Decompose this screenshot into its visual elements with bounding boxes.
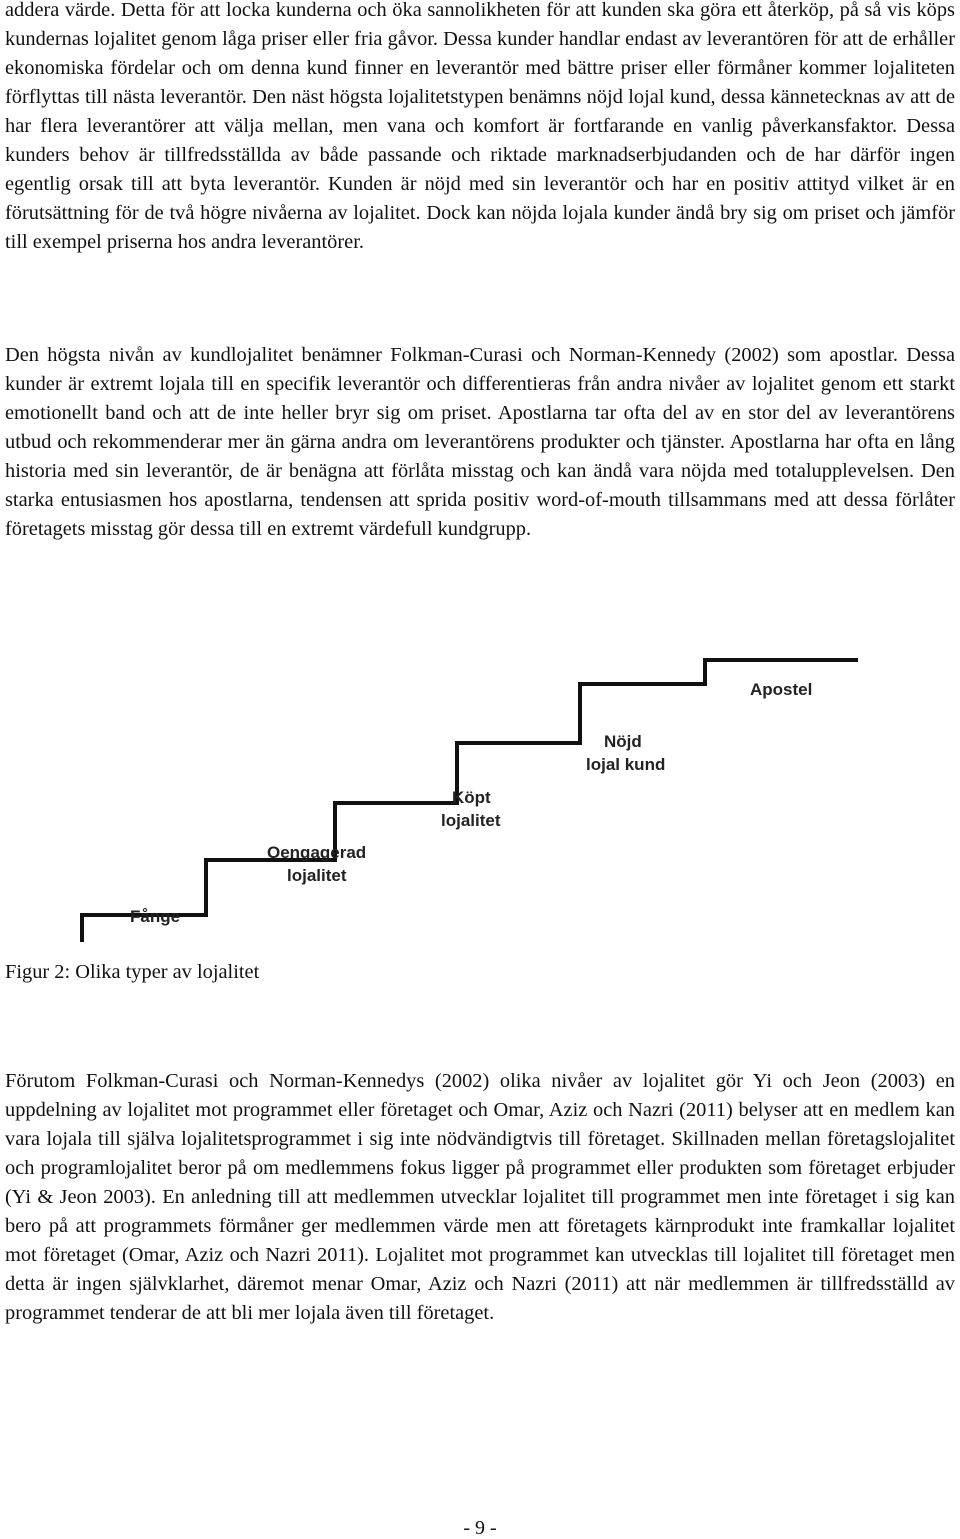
step-label-kopt: Köpt bbox=[452, 788, 491, 807]
step-label-oengagerad-2: lojalitet bbox=[287, 866, 347, 885]
step-label-fange: Fånge bbox=[130, 907, 181, 926]
body-paragraph-2: Den högsta nivån av kundlojalitet benämner Folkman-Curasi och Norman-Kennedy (2002) som apostlar. Dessa kunder är extremt lojala till en specifik leverantör och differentieras från andra nivåer av lojalitet genom ett starkt emotionellt band och att de inte heller bryr sig om priset. Apostlarna tar ofta del av en stor del av leverantörens utbud och rekommenderar mer än gärna andra om leverantörens produkter och tjänster. Apostlarna har ofta en lång historia med sin leverantör, de är benägna att förlåta misstag och kan ändå vara nöjda med totalupplevelsen. Den starka entusiasmen hos apostlarna, tendensen att sprida positiv word-of-mouth tillsammans med att dessa förlåter företagets misstag gör dessa till en extremt värdefull kundgrupp. bbox=[5, 344, 955, 540]
figure-caption: Figur 2: Olika typer av lojalitet bbox=[5, 961, 260, 983]
step-label-oengagerad: Oengagerad bbox=[267, 843, 367, 862]
body-paragraph-1: addera värde. Detta för att locka kunderna och öka sannolikheten för att kunden ska göra ett återköp, på så vis köps kundernas lojalitet genom låga priser eller fria gåvor. Dessa kunder handlar endast av leverantören för att de erhåller ekonomiska fördelar och om denna kund finner en leverantör med bättre priser eller förmåner kommer lojaliteten förflyttas till nästa leverantör. Den näst högsta lojalitetstypen benämns nöjd lojal kund, dessa kännetecknas av att de har flera leverantörer att välja mellan, men vana och komfort är fortfarande en vanlig påverkansfaktor. Dessa kunders behov är tillfredsställda av både passande och riktade marknadserbjudanden och de har därför ingen egentlig orsak till att byta leverantör. Kunden är nöjd med sin leverantör och har en positiv attityd vilket är en förutsättning för de två högre nivåerna av lojalitet. Dock kan nöjda lojala kunder ändå bry sig om priset och jämför till exempel priserna hos andra leverantörer. bbox=[5, 0, 955, 253]
body-paragraph-3: Förutom Folkman-Curasi och Norman-Kennedys (2002) olika nivåer av lojalitet gör Yi och Jeon (2003) en uppdelning av lojalitet mot programmet eller företaget och Omar, Aziz och Nazri (2011) belyser att en medlem kan vara lojala till själva lojalitetsprogrammet i sig inte nödvändigtvis till företaget. Skillnaden mellan företagslojalitet och programlojalitet beror på om medlemmens fokus ligger på programmet eller produkten som företaget erbjuder (Yi & Jeon 2003). En anledning till att medlemmen utvecklar lojalitet till programmet men inte företaget i sig kan bero på att programmets förmåner ger medlemmen värde men att företagets kärnprodukt inte framkallar lojalitet mot företaget (Omar, Aziz och Nazri 2011). Lojalitet mot programmet kan utvecklas till lojalitet till företaget men detta är ingen självklarhet, däremot menar Omar, Aziz och Nazri (2011) att när medlemmen är tillfredsställd av programmet tenderar de att bli mer lojala även till företaget. bbox=[5, 1070, 955, 1324]
page-number: - 9 - bbox=[463, 1517, 497, 1539]
step-label-apostel: Apostel bbox=[750, 680, 813, 699]
step-label-nojd-2: lojal kund bbox=[586, 755, 666, 774]
loyalty-staircase-figure bbox=[0, 640, 960, 960]
step-label-kopt-2: lojalitet bbox=[441, 811, 501, 830]
staircase-diagram bbox=[0, 640, 960, 960]
step-label-nojd: Nöjd bbox=[604, 732, 642, 751]
